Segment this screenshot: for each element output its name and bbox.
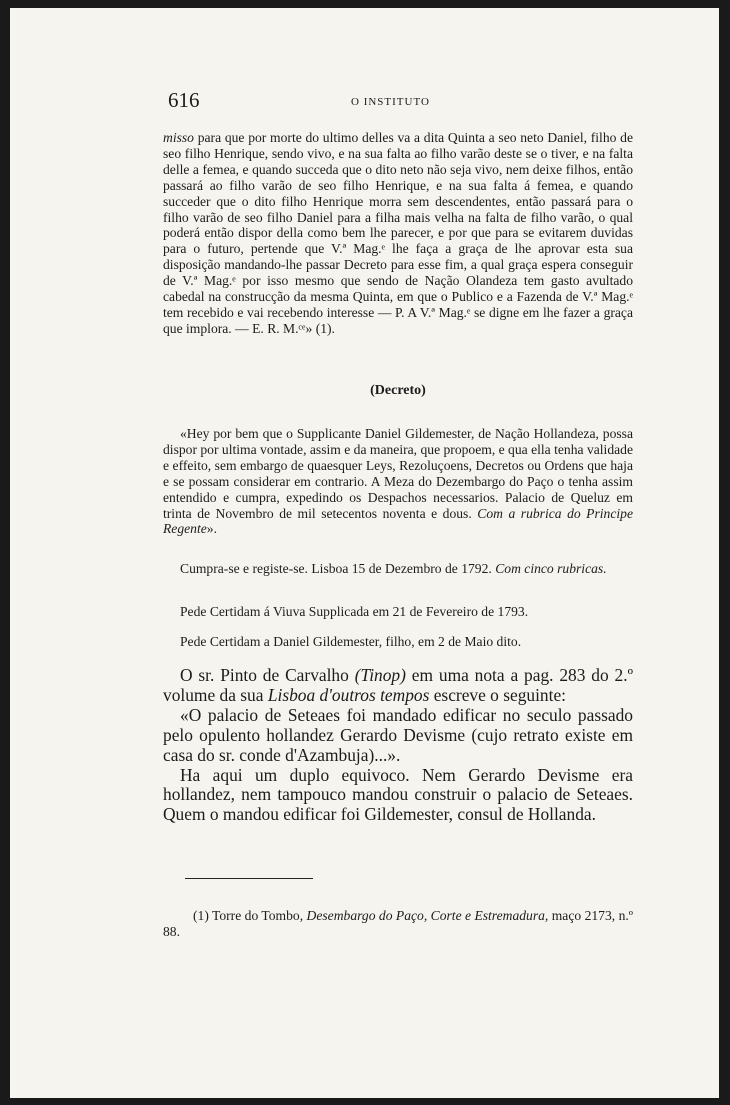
book-page	[10, 8, 719, 1098]
running-title: O INSTITUTO	[351, 96, 430, 108]
petition-text	[163, 130, 633, 337]
cumpra-rubricas: Com cinco rubricas.	[495, 561, 607, 576]
footnote-paragraph	[163, 908, 633, 940]
commentary-paragraph-1	[163, 666, 633, 706]
cumpra-paragraph	[163, 561, 633, 577]
petition-paragraph	[163, 130, 633, 337]
commentary-text	[163, 666, 633, 825]
decreto-heading: (Decreto)	[370, 383, 426, 398]
page-header	[168, 88, 648, 118]
certidam-1	[163, 604, 633, 620]
cumpra-body: Cumpra-se e registe-se. Lisboa 15 de Dezembro de 1792.	[180, 561, 496, 576]
footnote	[163, 908, 633, 940]
commentary-paragraph-2: «O palacio de Seteaes foi mandado edificar no seculo passado pelo opulento hollandez Gerardo Devisme (cujo retrato existe em casa do sr. conde d'Azambuja)...».	[163, 704, 633, 765]
certidam-2	[163, 634, 633, 650]
decreto-paragraph	[163, 426, 633, 537]
cumpra-text	[163, 561, 633, 577]
petition-start-word: misso	[163, 130, 194, 145]
commentary-p1-b: em uma nota a pag. 283 do 2.º volume da sua	[163, 665, 633, 705]
decreto-text	[163, 426, 633, 537]
commentary-paragraph-3: Ha aqui um duplo equivoco. Nem Gerardo Devisme era hollandez, nem tampouco mandou construir o palacio de Seteaes. Quem o mandou edificar foi Gildemester, consul de Hollanda.	[163, 764, 633, 825]
commentary-tinop: (Tinop)	[354, 665, 406, 685]
commentary-p1-a: O sr. Pinto de Carvalho	[180, 665, 355, 685]
decreto-end: ».	[206, 521, 217, 537]
certidam-2-paragraph: Pede Certidam a Daniel Gildemester, filho, em 2 de Maio dito.	[180, 634, 522, 649]
footnote-divider	[185, 878, 313, 879]
footnote-a: (1) Torre do Tombo,	[193, 908, 307, 923]
commentary-book-title: Lisboa d'outros tempos	[267, 684, 430, 705]
petition-body: para que por morte do ultimo delles va a dita Quinta a seo neto Daniel, filho de seo filho Henrique, sendo vivo, e na sua falta ao filho varão deste se o tiver, e na falta delle a femea, e quando succeda que o dito neto não seja vivo, nem deixe filhos, então passará ao filho varão de seo filho Henrique, e na sua falta á femea, e quando succeder que o dito filho Henrique morra sem descendentes, então passará para o filho varão de seo filho Daniel para a filha mais velha na falta de filho varão, o qual poderá então dispor della como bem lhe parecer, e por que para se evitarem duvidas para o futuro, pertende que V.ª Mag.ᵉ lhe faça a graça de lhe aprovar esta sua disposição mandando-lhe passar Decreto para esse fim, a qual graça espera conseguir de V.ª Mag.ᵉ por isso mesmo que sendo de Nação Olandeza tem gasto avultado cabedal na construcção da mesma Quinta, em que o Publico e a Fazenda de V.ª Mag.ᵉ tem recebido e vai recebendo interesse — P. A V.ª Mag.ᵉ se digne em lhe fazer a graça que implora. — E. R. M.ᶜᵉ» (1).	[163, 130, 633, 336]
page-number: 616	[168, 88, 200, 112]
decreto-rubrica: Com a rubrica do Principe Regente	[163, 505, 633, 537]
decreto-body: «Hey por bem que o Supplicante Daniel Gildemester, de Nação Hollandeza, possa dispor por ultima vontade, assim e da maneira, que propoem, e qua ella tenha validade e effeito, sem embargo de quaesquer Leys, Rezoluçoens, Decretos ou Ordens que haja e se possam considerar em contrario. A Meza do Dezembargo do Paço o tenha assim entendido e cumpra, expedindo os Despachos necessarios. Palacio de Queluz em trinta de Novembro de mil setecentos noventa e dous.	[163, 426, 633, 521]
footnote-source: Desembargo do Paço, Corte e Estremadura,	[306, 908, 549, 923]
footnote-b: maço 2173, n.º 88.	[163, 908, 633, 939]
commentary-p1-c: escreve o seguinte:	[429, 684, 567, 705]
certidam-1-paragraph: Pede Certidam á Viuva Supplicada em 21 de Fevereiro de 1793.	[180, 604, 529, 619]
